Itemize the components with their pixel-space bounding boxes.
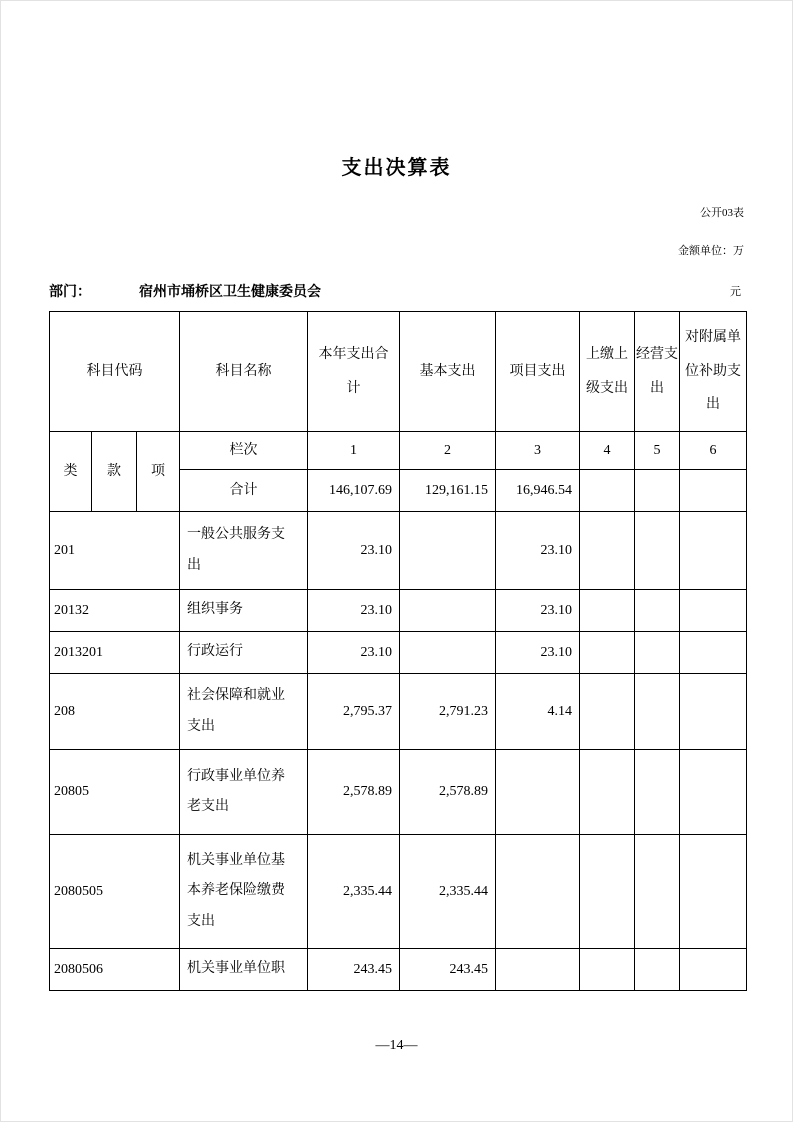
name-cell: 社会保障和就业支出 [180,674,308,750]
value-cell [496,949,580,991]
value-cell: 23.10 [308,590,400,632]
name-cell: 机关事业单位职 [180,949,308,991]
value-cell [580,835,635,949]
name-cell: 行政运行 [180,632,308,674]
value-cell [400,632,496,674]
table-number: 公开03表 [700,207,744,219]
expenditure-table [49,311,747,991]
value-cell [580,949,635,991]
table-row [50,632,747,674]
page-title: 支出决算表 [341,157,452,179]
name-cell: 机关事业单位基本养老保险缴费支出 [180,835,308,949]
department-label: 部门： [49,285,91,300]
value-cell [496,750,580,835]
value-cell [400,590,496,632]
value-cell [580,632,635,674]
value-cell [635,835,680,949]
code-cell: 2080506 [50,949,180,991]
value-cell: 2,578.89 [400,750,496,835]
total-value [680,470,747,512]
value-cell: 23.10 [308,512,400,590]
header-total-expenditure: 本年支出合计 [308,312,400,432]
header-category: 类 [50,432,92,512]
header-upturn-expenditure: 上缴上级支出 [580,312,635,432]
header-operating-expenditure: 经营支出 [635,312,680,432]
code-cell: 2013201 [50,632,180,674]
table-row [50,949,747,991]
header-column-index-label: 栏次 [180,432,308,470]
value-cell [680,949,747,991]
value-cell: 2,791.23 [400,674,496,750]
total-value: 16,946.54 [496,470,580,512]
unit-label-continuation: 元 [730,286,741,298]
value-cell [496,835,580,949]
value-cell [635,750,680,835]
value-cell: 23.10 [496,632,580,674]
value-cell: 23.10 [308,632,400,674]
value-cell [680,632,747,674]
value-cell: 2,795.37 [308,674,400,750]
value-cell: 2,335.44 [400,835,496,949]
header-row-1 [50,312,747,432]
name-cell: 一般公共服务支出 [180,512,308,590]
value-cell [635,590,680,632]
value-cell [680,512,747,590]
table-row [50,750,747,835]
total-value: 129,161.15 [400,470,496,512]
header-subsidy-expenditure: 对附属单位补助支出 [680,312,747,432]
header-section: 款 [92,432,137,512]
value-cell [635,949,680,991]
value-cell: 2,578.89 [308,750,400,835]
value-cell [580,674,635,750]
header-col-num: 3 [496,432,580,470]
value-cell [580,750,635,835]
value-cell: 23.10 [496,590,580,632]
value-cell [635,512,680,590]
code-cell: 208 [50,674,180,750]
name-cell: 行政事业单位养老支出 [180,750,308,835]
value-cell [635,632,680,674]
value-cell [635,674,680,750]
unit-label: 金额单位：万 [678,245,744,257]
header-col-num: 5 [635,432,680,470]
value-cell: 2,335.44 [308,835,400,949]
total-value: 146,107.69 [308,470,400,512]
header-col-num: 6 [680,432,747,470]
header-col-num: 4 [580,432,635,470]
table-row [50,674,747,750]
code-cell: 201 [50,512,180,590]
header-basic-expenditure: 基本支出 [400,312,496,432]
value-cell [580,590,635,632]
page-number: —14— [375,1038,418,1053]
department-name: 宿州市埇桥区卫生健康委员会 [139,285,321,300]
table-row [50,590,747,632]
value-cell [680,674,747,750]
table-row [50,512,747,590]
name-cell: 组织事务 [180,590,308,632]
total-value [580,470,635,512]
code-cell: 2080505 [50,835,180,949]
code-cell: 20805 [50,750,180,835]
department-line [49,281,321,301]
value-cell [400,512,496,590]
total-label: 合计 [180,470,308,512]
code-cell: 20132 [50,590,180,632]
header-subject-name: 科目名称 [180,312,308,432]
value-cell: 4.14 [496,674,580,750]
value-cell [680,750,747,835]
value-cell: 23.10 [496,512,580,590]
header-row-2 [50,432,747,470]
value-cell: 243.45 [400,949,496,991]
header-project-expenditure: 项目支出 [496,312,580,432]
header-col-num: 1 [308,432,400,470]
value-cell [680,835,747,949]
value-cell [580,512,635,590]
table-row [50,835,747,949]
value-cell: 243.45 [308,949,400,991]
value-cell [680,590,747,632]
total-value [635,470,680,512]
header-col-num: 2 [400,432,496,470]
header-item: 项 [137,432,180,512]
header-subject-code: 科目代码 [50,312,180,432]
